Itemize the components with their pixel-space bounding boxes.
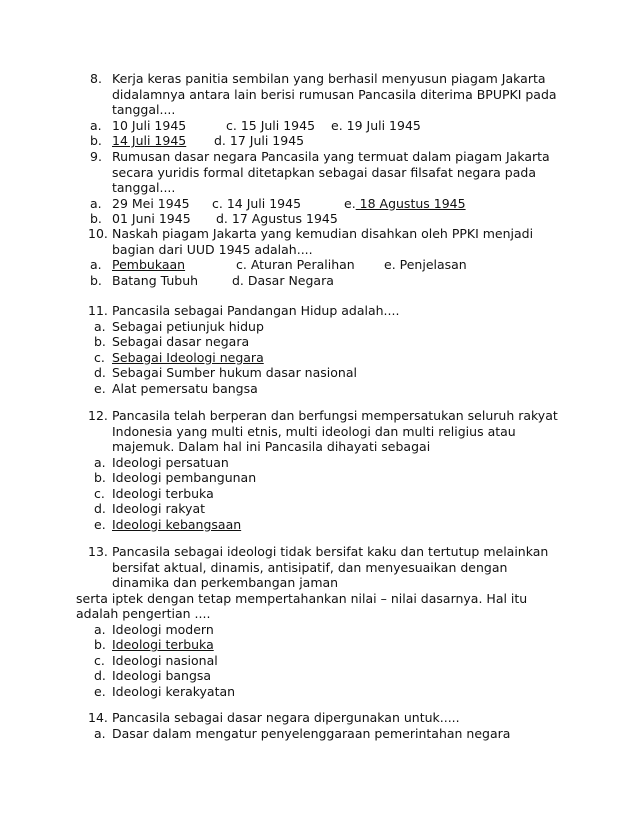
question-stem xyxy=(0,408,638,455)
list-item: a. Dasar dalam mengatur penyelenggaraan pemerintahan negara xyxy=(94,725,511,741)
options-row-2: b. Batang Tubuh d. Dasar Negara xyxy=(90,272,334,288)
option-c: c. 14 Juli 1945 xyxy=(212,195,302,211)
option-e: e. 19 Juli 1945 xyxy=(331,117,421,133)
correct-answer: Ideologi kebangsaan xyxy=(112,516,242,532)
question-number: 9. xyxy=(90,149,102,164)
list-item: a. Sebagai petiunjuk hidup xyxy=(94,318,264,334)
question-9 xyxy=(0,149,638,227)
list-item: d. Ideologi rakyat xyxy=(94,501,206,516)
list-item: c. Sebagai Ideologi negara xyxy=(94,349,264,365)
question-number: 10. xyxy=(88,226,108,241)
options-row-1: a. 29 Mei 1945 c. 14 Juli 1945 e. 18 Agustus 1945 xyxy=(90,195,466,211)
question-text: Pancasila sebagai Pandangan Hidup adalah.... xyxy=(112,303,400,318)
option-list xyxy=(0,622,638,700)
option-e: e. 18 Agustus 1945 xyxy=(344,195,466,211)
list-item: b. Sebagai dasar negara xyxy=(94,334,250,349)
question-text: Kerja keras panitia sembilan yang berhasil menyusun piagam Jakarta didalamnya antara lain berisi rumusan Pancasila diterima BPUPKI pada tanggal.... xyxy=(112,71,557,117)
question-11 xyxy=(0,303,638,396)
option-d: d. 17 Agustus 1945 xyxy=(216,211,338,226)
list-item: b. Ideologi terbuka xyxy=(94,637,214,652)
question-text: Pancasila sebagai ideologi tidak bersifat kaku dan tertutup melainkan bersifat aktual, dinamis, antisipatif, dan menyesuaikan dengan dinamika dan perkembangan jaman xyxy=(112,544,549,590)
question-12 xyxy=(0,408,638,532)
options-row-2: b. 14 Juli 1945 d. 17 Juli 1945 xyxy=(90,133,305,148)
option-e: e. Penjelasan xyxy=(384,257,467,272)
question-number: 14. xyxy=(88,710,108,725)
list-item: e. Ideologi kebangsaan xyxy=(94,516,242,532)
correct-answer: 18 Agustus 1945 xyxy=(355,195,466,211)
options-row-2: b. 01 Juni 1945 d. 17 Agustus 1945 xyxy=(90,211,338,226)
question-stem xyxy=(0,71,638,118)
list-item: a. Ideologi persatuan xyxy=(94,454,229,470)
question-text: Pancasila sebagai dasar negara dipergunakan untuk..... xyxy=(112,710,460,725)
question-stem xyxy=(0,544,638,591)
question-stem xyxy=(0,226,638,257)
question-stem xyxy=(0,149,638,196)
option-d: d. Dasar Negara xyxy=(232,272,334,288)
question-14 xyxy=(0,710,638,741)
list-item: a. Ideologi modern xyxy=(94,621,214,637)
question-number: 11. xyxy=(88,303,108,318)
question-13 xyxy=(0,544,638,699)
option-c: c. Aturan Peralihan xyxy=(236,257,355,272)
correct-answer: Sebagai Ideologi negara xyxy=(112,349,264,365)
option-list xyxy=(0,726,638,742)
list-item: e. Alat pemersatu bangsa xyxy=(94,380,258,396)
option-c: c. 15 Juli 1945 xyxy=(226,117,316,133)
option-list xyxy=(0,319,638,397)
question-8 xyxy=(0,71,638,149)
options-row-1: a. Pembukaan c. Aturan Peralihan e. Penjelasan xyxy=(90,257,467,272)
correct-answer: Pembukaan xyxy=(112,257,186,272)
question-number: 13. xyxy=(88,544,108,559)
question-10 xyxy=(0,226,638,288)
correct-answer: Ideologi terbuka xyxy=(112,637,214,652)
correct-answer: 14 Juli 1945 xyxy=(112,133,187,148)
list-item: d. Sebagai Sumber hukum dasar nasional xyxy=(94,365,357,380)
list-item: c. Ideologi nasional xyxy=(94,652,218,668)
question-stem xyxy=(0,710,638,726)
list-item: c. Ideologi terbuka xyxy=(94,485,214,501)
question-text: Rumusan dasar negara Pancasila yang termuat dalam piagam Jakarta secara yuridis formal ditetapkan sebagai dasar filsafat negara pada tanggal.... xyxy=(112,149,550,195)
question-continuation: serta iptek dengan tetap mempertahankan nilai – nilai dasarnya. Hal itu adalah pengertian .... xyxy=(76,590,528,621)
list-item: b. Ideologi pembangunan xyxy=(94,470,257,485)
question-number: 12. xyxy=(88,408,108,423)
question-text: Pancasila telah berperan dan berfungsi mempersatukan seluruh rakyat Indonesia yang multi etnis, multi ideologi dan multi religius atau majemuk. Dalam hal ini Pancasila dihayati sebagai xyxy=(112,408,558,454)
question-text: Naskah piagam Jakarta yang kemudian disahkan oleh PPKI menjadi bagian dari UUD 1945 adalah.... xyxy=(112,226,534,257)
list-item: d. Ideologi bangsa xyxy=(94,668,212,683)
options-row-1: a. 10 Juli 1945 c. 15 Juli 1945 e. 19 Juli 1945 xyxy=(90,117,421,133)
question-stem xyxy=(0,303,638,319)
option-d: d. 17 Juli 1945 xyxy=(214,133,305,148)
list-item: e. Ideologi kerakyatan xyxy=(94,683,236,699)
option-list xyxy=(0,455,638,533)
question-number: 8. xyxy=(90,71,102,86)
